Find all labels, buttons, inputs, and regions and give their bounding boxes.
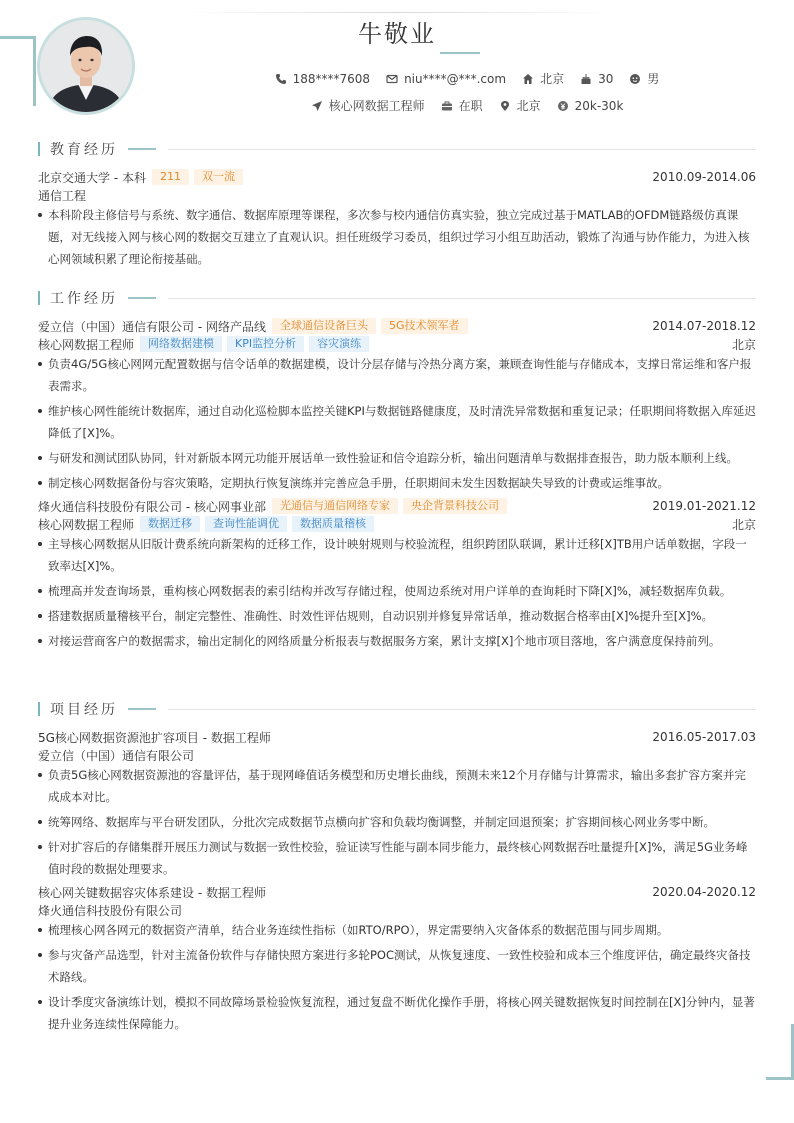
status-text: 在职 xyxy=(458,99,483,113)
home-icon xyxy=(522,73,534,85)
skill-tag: 数据质量稽核 xyxy=(292,516,374,532)
education-date: 2010.09-2014.06 xyxy=(652,170,756,184)
candidate-name: 牛敬业 xyxy=(358,20,436,48)
project-entry-head xyxy=(38,883,756,901)
city-text: 北京 xyxy=(540,72,565,86)
work-date: 2014.07-2018.12 xyxy=(652,319,756,333)
phone-item xyxy=(275,72,370,86)
list-item: 维护核心网性能统计数据库，通过自动化巡检脚本监控关键KPI与数据链路健康度，及时清洗异常数据和重复记录；任职期间将数据入库延迟降低了[X]%。 xyxy=(38,400,756,444)
gender-item xyxy=(629,70,659,87)
work-entry-head xyxy=(38,317,756,335)
project-date: 2020.04-2020.12 xyxy=(652,885,756,899)
list-item: 主导核心网数据从旧版计费系统向新架构的迁移工作，设计映射规则与校验流程，组织跨团队联调，累计迁移[X]TB用户话单数据，字段一致率达[X]%。 xyxy=(38,533,756,577)
status-item xyxy=(441,97,483,114)
list-item: 统筹网络、数据库与平台研发团队，分批次完成数据节点横向扩容和负载均衡调整，并制定回退预案；扩容期间核心网业务零中断。 xyxy=(38,811,756,833)
skill-tag: 网络数据建模 xyxy=(140,336,222,352)
school-tag: 211 xyxy=(152,169,189,185)
corner-decoration-bottom-right xyxy=(766,1024,794,1080)
list-item: 针对扩容后的存储集群开展压力测试与数据一致性校验，验证读写性能与副本同步能力，最终核心网数据吞吐量提升[X]%，满足5G业务峰值时段的数据处理要求。 xyxy=(38,836,756,880)
project-entry-head xyxy=(38,728,756,746)
top-divider xyxy=(180,12,614,13)
work-entry-head xyxy=(38,497,756,515)
company-tag: 5G技术领军者 xyxy=(381,318,468,334)
project-bullets xyxy=(38,919,756,1035)
list-item: 梳理高并发查询场景，重构核心网数据表的索引结构并改写存储过程，使周边系统对用户详单的查询耗时下降[X]%，减轻数据库负载。 xyxy=(38,580,756,602)
section-title: 工作经历 xyxy=(50,291,118,307)
company-name: 爱立信（中国）通信有限公司 - 网络产品线 xyxy=(38,319,266,334)
section-title: 教育经历 xyxy=(50,142,118,158)
project-title: 核心网关键数据容灾体系建设 - 数据工程师 xyxy=(38,885,266,900)
list-item: 对接运营商客户的数据需求，输出定制化的网络质量分析报表与数据服务方案，累计支撑[X]个地市项目落地，客户满意度保持前列。 xyxy=(38,630,756,652)
cake-icon xyxy=(580,73,592,85)
school-name: 北京交通大学 - 本科 xyxy=(38,170,146,185)
list-item: 设计季度灾备演练计划，模拟不同故障场景检验恢复流程，通过复盘不断优化操作手册，将核心网关键数据恢复时间控制在[X]分钟内，显著提升业务连续性保障能力。 xyxy=(38,991,756,1035)
phone-text: 188****7608 xyxy=(292,71,371,86)
target-city-text: 北京 xyxy=(516,99,541,113)
phone-icon xyxy=(275,73,287,85)
major: 通信工程 xyxy=(38,188,87,203)
company-tag: 光通信与通信网络专家 xyxy=(272,498,398,514)
projects-section xyxy=(38,700,756,1038)
location-pin-icon xyxy=(499,100,511,112)
role-title: 核心网数据工程师 xyxy=(38,517,135,532)
projects-header xyxy=(38,700,756,718)
education-bullets xyxy=(38,204,756,270)
work-city: 北京 xyxy=(731,517,756,532)
role-row xyxy=(38,335,756,353)
position-text: 核心网数据工程师 xyxy=(328,99,425,113)
list-item: 负责5G核心网数据资源池的容量评估，基于现网峰值话务模型和历史增长曲线，预测未来12个月存储与计算需求，输出多套扩容方案并完成成本对比。 xyxy=(38,764,756,808)
section-title: 项目经历 xyxy=(50,702,118,718)
age-text: 30 xyxy=(598,71,614,86)
work-date: 2019.01-2021.12 xyxy=(652,499,756,513)
list-item: 搭建数据质量稽核平台，制定完整性、准确性、时效性评估规则，自动识别并修复异常话单，推动数据合格率由[X]%提升至[X]%。 xyxy=(38,605,756,627)
skill-tag: 查询性能调优 xyxy=(205,516,287,532)
project-company: 爱立信（中国）通信有限公司 xyxy=(38,748,195,763)
list-item: 参与灾备产品选型，针对主流备份软件与存储快照方案进行多轮POC测试，从恢复速度、一致性校验和成本三个维度评估，确定最终灾备技术路线。 xyxy=(38,944,756,988)
role-row xyxy=(38,515,756,533)
list-item: 梳理核心网各网元的数据资产清单，结合业务连续性指标（如RTO/RPO），界定需要纳入灾备体系的数据范围与同步周期。 xyxy=(38,919,756,941)
person-icon xyxy=(629,73,641,85)
age-item xyxy=(580,72,613,86)
list-item: 负责4G/5G核心网网元配置数据与信令话单的数据建模，设计分层存储与冷热分离方案，兼顾查询性能与存储成本，支撑日常运维和客户报表需求。 xyxy=(38,353,756,397)
project-company: 烽火通信科技股份有限公司 xyxy=(38,903,183,918)
school-tag: 双一流 xyxy=(194,169,243,185)
project-company-row xyxy=(38,901,756,919)
briefcase-icon xyxy=(441,100,453,112)
role-title: 核心网数据工程师 xyxy=(38,337,135,352)
coin-icon xyxy=(557,100,569,112)
skill-tag: 容灾演练 xyxy=(309,336,369,352)
education-section xyxy=(38,140,756,273)
email-item xyxy=(386,72,506,86)
project-company-row xyxy=(38,746,756,764)
salary-item xyxy=(557,99,624,113)
project-date: 2016.05-2017.03 xyxy=(652,730,756,744)
contact-row xyxy=(140,70,794,87)
city-item xyxy=(522,70,564,87)
salary-text: 20k-30k xyxy=(574,98,624,113)
gender-text: 男 xyxy=(647,72,660,86)
work-section xyxy=(38,289,756,655)
education-entry-head xyxy=(38,168,756,186)
mail-icon xyxy=(386,73,398,85)
company-name: 烽火通信科技股份有限公司 - 核心网事业部 xyxy=(38,499,266,514)
work-header xyxy=(38,289,756,307)
target-city-item xyxy=(499,97,541,114)
skill-tag: 数据迁移 xyxy=(140,516,200,532)
email-text: niu****@***.com xyxy=(404,71,507,86)
company-tag: 全球通信设备巨头 xyxy=(272,318,376,334)
company-tag: 央企背景科技公司 xyxy=(403,498,507,514)
education-header xyxy=(38,140,756,158)
work-city: 北京 xyxy=(731,337,756,352)
send-icon xyxy=(311,100,323,112)
list-item: 本科阶段主修信号与系统、数字通信、数据库原理等课程，多次参与校内通信仿真实验，独立完成过基于MATLAB的OFDM链路级仿真课题，对无线接入网与核心网的数据交互建立了直观认识。担任班级学习委员，组织过学习小组互助活动，锻炼了沟通与协作能力，为进入核心网领域积累了理论衔接基础。 xyxy=(38,204,756,270)
skill-tag: KPI监控分析 xyxy=(227,336,304,352)
project-bullets xyxy=(38,764,756,880)
work-bullets xyxy=(38,353,756,494)
major-row xyxy=(38,186,756,204)
project-title: 5G核心网数据资源池扩容项目 - 数据工程师 xyxy=(38,730,271,745)
job-intent-row xyxy=(140,97,794,114)
name-underline xyxy=(440,52,480,54)
list-item: 与研发和测试团队协同，针对新版本网元功能开展话单一致性验证和信令追踪分析，输出问题清单与数据排查报告，助力版本顺利上线。 xyxy=(38,447,756,469)
position-item xyxy=(311,97,425,114)
list-item: 制定核心网数据备份与容灾策略，定期执行恢复演练并完善应急手册，任职期间未发生因数据缺失导致的计费或运维事故。 xyxy=(38,472,756,494)
work-bullets xyxy=(38,533,756,652)
